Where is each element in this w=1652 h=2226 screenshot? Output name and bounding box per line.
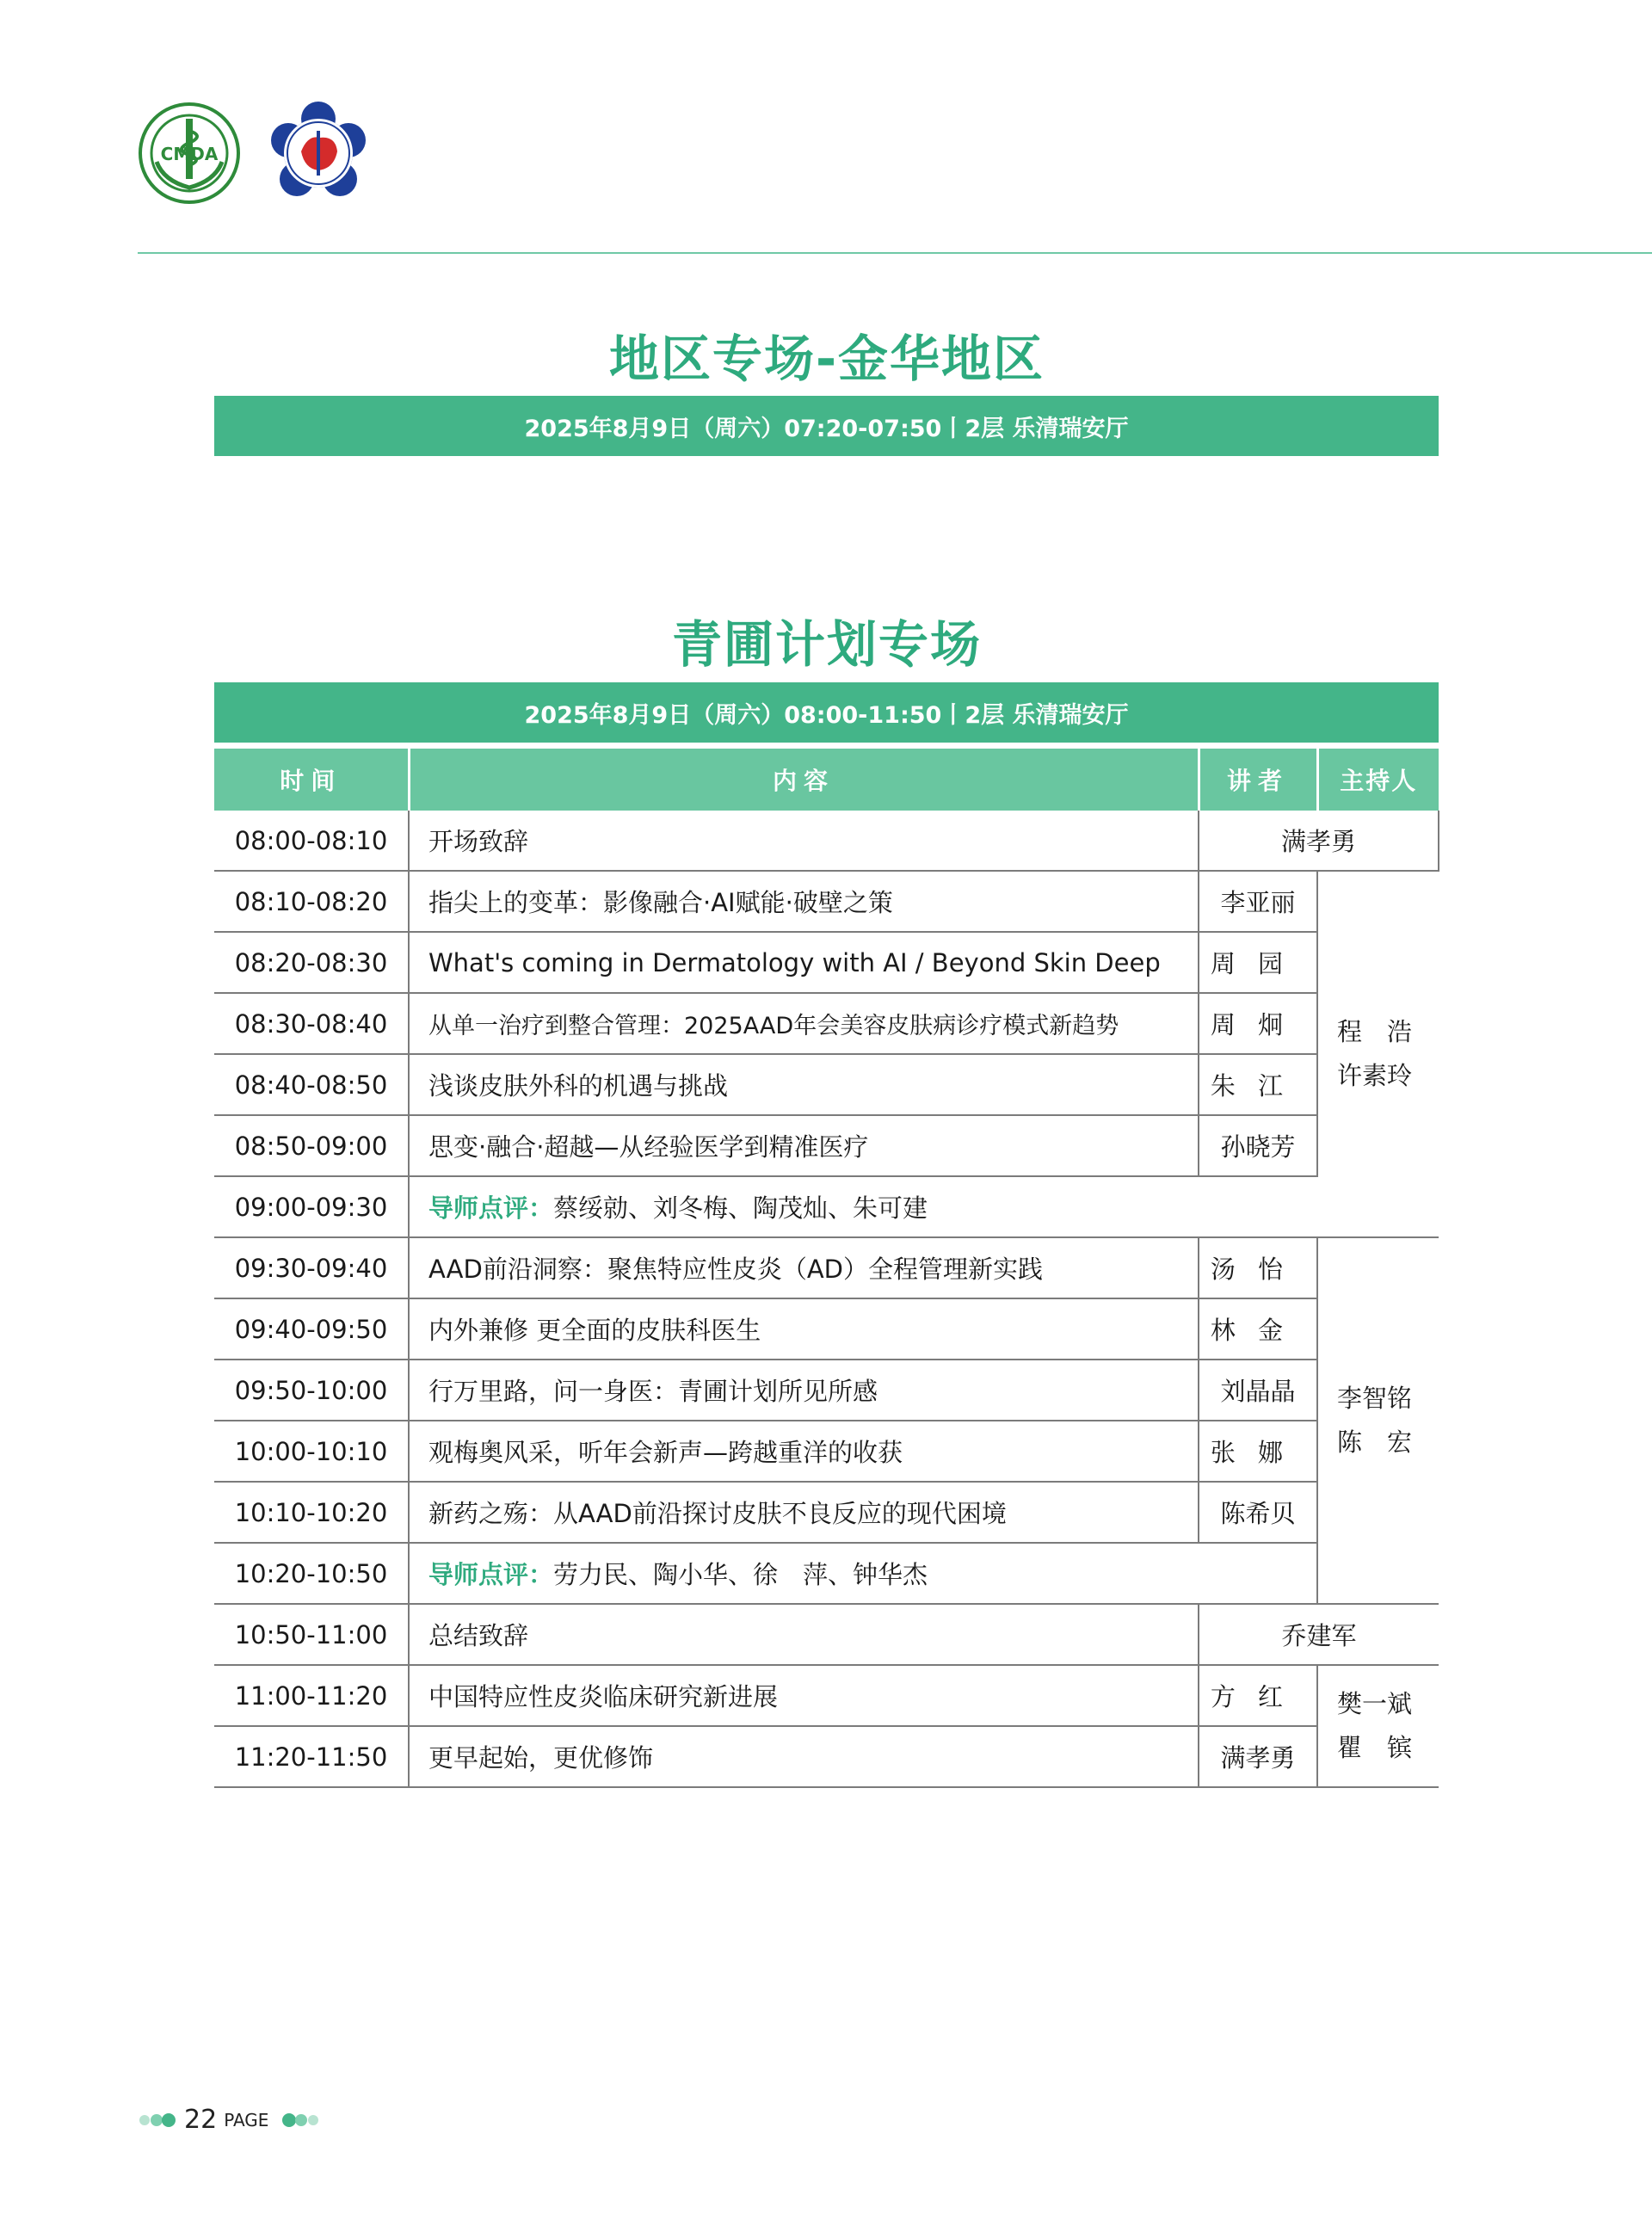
table-row (214, 1604, 1439, 1665)
table-row (214, 1176, 1439, 1237)
dots-left-icon (138, 2111, 177, 2130)
table-row (214, 871, 1439, 932)
content-cell: AAD前沿洞察：聚焦特应性皮炎（AD）全程管理新实践 (409, 1237, 1199, 1298)
content-cell: 新药之殇：从AAD前沿探讨皮肤不良反应的现代困境 (409, 1482, 1199, 1543)
table-row (214, 1726, 1439, 1787)
time-cell: 11:00-11:20 (214, 1665, 409, 1726)
speaker-cell: 方红 (1199, 1665, 1317, 1726)
host-cell (1317, 1237, 1439, 1604)
schedule-table (214, 749, 1439, 1788)
speaker-cell: 满孝勇 (1199, 811, 1439, 871)
mentor-review-cell (409, 1543, 1317, 1604)
time-cell: 10:00-10:10 (214, 1421, 409, 1482)
speaker-cell: 李亚丽 (1199, 871, 1317, 932)
table-row (214, 811, 1439, 871)
speaker-cell: 朱江 (1199, 1054, 1317, 1115)
table-row (214, 1054, 1439, 1115)
column-header-host: 主持人 (1317, 749, 1439, 811)
time-cell: 08:50-09:00 (214, 1115, 409, 1176)
zhejiang-medical-association-logo (267, 102, 370, 205)
time-cell: 10:20-10:50 (214, 1543, 409, 1604)
table-row (214, 932, 1439, 993)
header-divider (138, 252, 1652, 254)
host-name: 程浩 (1337, 1017, 1438, 1047)
page-footer (138, 2105, 320, 2135)
mentor-review-label: 导师点评： (428, 1193, 554, 1223)
table-row (214, 1237, 1439, 1298)
session-info-bar-jinhua: 2025年8月9日（周六）07:20-07:50丨2层 乐清瑞安厅 (214, 396, 1439, 456)
column-header-speaker: 讲者 (1199, 749, 1317, 811)
speaker-cell: 刘晶晶 (1199, 1360, 1317, 1421)
page-number: 22 (184, 2105, 218, 2135)
speaker-cell: 满孝勇 (1199, 1726, 1317, 1787)
mentor-names: 蔡绥勍、刘冬梅、陶茂灿、朱可建 (553, 1193, 928, 1223)
speaker-cell: 孙晓芳 (1199, 1115, 1317, 1176)
section-title-jinhua: 地区专场-金华地区 (608, 330, 1045, 388)
table-row (214, 1360, 1439, 1421)
time-cell: 09:00-09:30 (214, 1176, 409, 1237)
svg-text:CMDA: CMDA (160, 144, 219, 164)
table-row (214, 1665, 1439, 1726)
host-cell (1317, 1665, 1439, 1787)
table-row (214, 1482, 1439, 1543)
host-name: 瞿镔 (1337, 1733, 1438, 1762)
table-header-row (214, 749, 1439, 811)
column-header-content: 内容 (409, 749, 1199, 811)
time-cell: 08:30-08:40 (214, 993, 409, 1054)
speaker-cell: 周园 (1199, 932, 1317, 993)
table-row (214, 1115, 1439, 1176)
mentor-names: 劳力民、陶小华、徐 萍、钟华杰 (553, 1560, 928, 1589)
host-name: 李智铭 (1337, 1384, 1413, 1414)
content-cell: 中国特应性皮炎临床研究新进展 (409, 1665, 1199, 1726)
content-cell: 思变·融合·超越—从经验医学到精准医疗 (409, 1115, 1199, 1176)
mentor-review-cell (409, 1176, 1317, 1237)
time-cell: 08:20-08:30 (214, 932, 409, 993)
host-cell (1317, 871, 1439, 1237)
dots-right-icon (280, 2111, 320, 2130)
speaker-cell: 周炯 (1199, 993, 1317, 1054)
time-cell: 11:20-11:50 (214, 1726, 409, 1787)
page-label: PAGE (224, 2109, 269, 2130)
time-cell: 09:40-09:50 (214, 1298, 409, 1360)
speaker-cell: 乔建军 (1199, 1604, 1439, 1665)
time-cell: 09:30-09:40 (214, 1237, 409, 1298)
time-cell: 08:40-08:50 (214, 1054, 409, 1115)
column-header-time: 时间 (214, 749, 409, 811)
content-cell: 从单一治疗到整合管理：2025AAD年会美容皮肤病诊疗模式新趋势 (409, 993, 1199, 1054)
content-cell: 行万里路，问一身医：青圃计划所见所感 (409, 1360, 1199, 1421)
content-cell: 指尖上的变革：影像融合·AI赋能·破壁之策 (409, 871, 1199, 932)
table-row (214, 1298, 1439, 1360)
speaker-cell: 林金 (1199, 1298, 1317, 1360)
host-name: 陈宏 (1337, 1427, 1438, 1457)
content-cell: 开场致辞 (409, 811, 1199, 871)
logo-group (138, 102, 370, 205)
content-cell: 浅谈皮肤外科的机遇与挑战 (409, 1054, 1199, 1115)
host-name: 许素玲 (1337, 1061, 1413, 1090)
content-cell: 总结致辞 (409, 1604, 1199, 1665)
time-cell: 08:10-08:20 (214, 871, 409, 932)
session-info-bar-qingpu: 2025年8月9日（周六）08:00-11:50丨2层 乐清瑞安厅 (214, 682, 1439, 743)
content-cell: 内外兼修 更全面的皮肤科医生 (409, 1298, 1199, 1360)
content-cell: 观梅奥风采，听年会新声—跨越重洋的收获 (409, 1421, 1199, 1482)
time-cell: 10:50-11:00 (214, 1604, 409, 1665)
section-title-qingpu: 青圃计划专场 (671, 615, 982, 674)
speaker-cell: 陈希贝 (1199, 1482, 1317, 1543)
content-cell: What's coming in Dermatology with AI / Beyond Skin Deep (409, 932, 1199, 993)
speaker-cell: 张娜 (1199, 1421, 1317, 1482)
table-row (214, 1543, 1439, 1604)
host-name: 樊一斌 (1337, 1689, 1413, 1719)
speaker-cell: 汤怡 (1199, 1237, 1317, 1298)
table-row (214, 1421, 1439, 1482)
mentor-review-label: 导师点评： (428, 1560, 554, 1589)
time-cell: 08:00-08:10 (214, 811, 409, 871)
time-cell: 10:10-10:20 (214, 1482, 409, 1543)
content-cell: 更早起始，更优修饰 (409, 1726, 1199, 1787)
cmda-logo (138, 102, 241, 205)
table-row (214, 993, 1439, 1054)
time-cell: 09:50-10:00 (214, 1360, 409, 1421)
